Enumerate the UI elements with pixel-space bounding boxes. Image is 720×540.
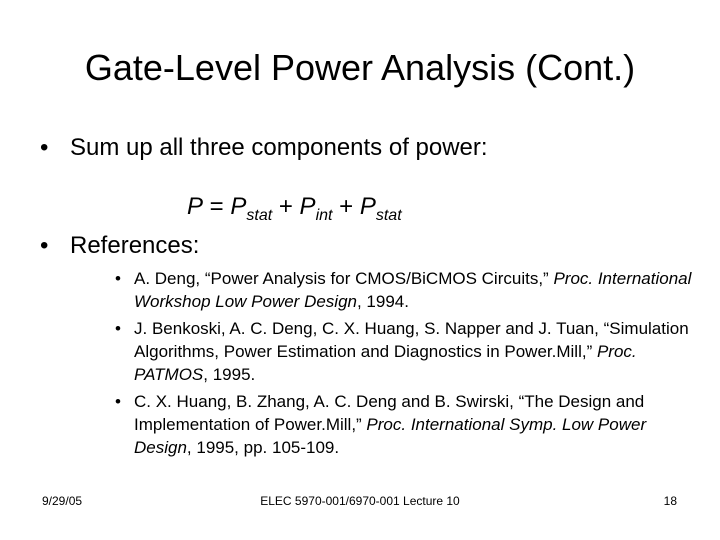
reference-authors: C. X. Huang, B. Zhang, A. C. Deng and B. Swirski, “The Design and Implementation of Power.Mill,”: [134, 392, 645, 434]
bullet-text: References:: [70, 232, 200, 259]
reference-venue: Proc. PATMOS: [134, 342, 637, 384]
formula-sub-stat-2: stat: [375, 207, 402, 224]
footer-course: ELEC 5970-001/6970-001 Lecture 10: [260, 494, 460, 508]
reference-authors: J. Benkoski, A. C. Deng, C. X. Huang, S. Napper and J. Tuan, “Simulation Algorithms, Power Estimation and Diagnostics in Power.Mill,”: [134, 319, 689, 361]
footer-page-number: 18: [663, 494, 677, 508]
bullet-references: [40, 231, 199, 261]
reference-list: [112, 267, 692, 463]
formula-sub-stat-1: stat: [246, 207, 273, 224]
formula-equals: =: [203, 193, 231, 220]
reference-authors: A. Deng, “Power Analysis for CMOS/BiCMOS Circuits,”: [134, 269, 554, 288]
reference-item: [112, 390, 692, 459]
reference-item: [112, 267, 692, 313]
formula-p: P: [187, 193, 204, 220]
bullet-dot: •: [115, 319, 121, 338]
bullet-dot: •: [115, 392, 121, 411]
bullet-sum-components: [40, 133, 488, 163]
reference-tail: , 1994.: [356, 292, 409, 311]
reference-venue: Proc. International Workshop Low Power Design: [134, 269, 692, 311]
bullet-text: Sum up all three components of power:: [70, 134, 488, 161]
reference-tail: , 1995, pp. 105-109.: [186, 438, 340, 457]
formula-plus-2: +: [332, 193, 360, 220]
formula-p-int: P: [299, 193, 316, 220]
formula-p-stat: P: [230, 193, 247, 220]
bullet-dot: •: [115, 269, 121, 288]
bullet-dot: •: [40, 232, 49, 259]
slide-title: Gate-Level Power Analysis (Cont.): [84, 47, 636, 88]
power-formula: [187, 192, 402, 222]
formula-p-stat-2: P: [359, 193, 376, 220]
formula-sub-int: int: [315, 207, 333, 224]
formula-plus-1: +: [272, 193, 300, 220]
reference-item: [112, 317, 692, 386]
reference-venue: Proc. International Symp. Low Power Design: [134, 415, 647, 457]
reference-tail: , 1995.: [203, 365, 256, 384]
bullet-dot: •: [40, 134, 49, 161]
footer-date: 9/29/05: [42, 494, 83, 508]
